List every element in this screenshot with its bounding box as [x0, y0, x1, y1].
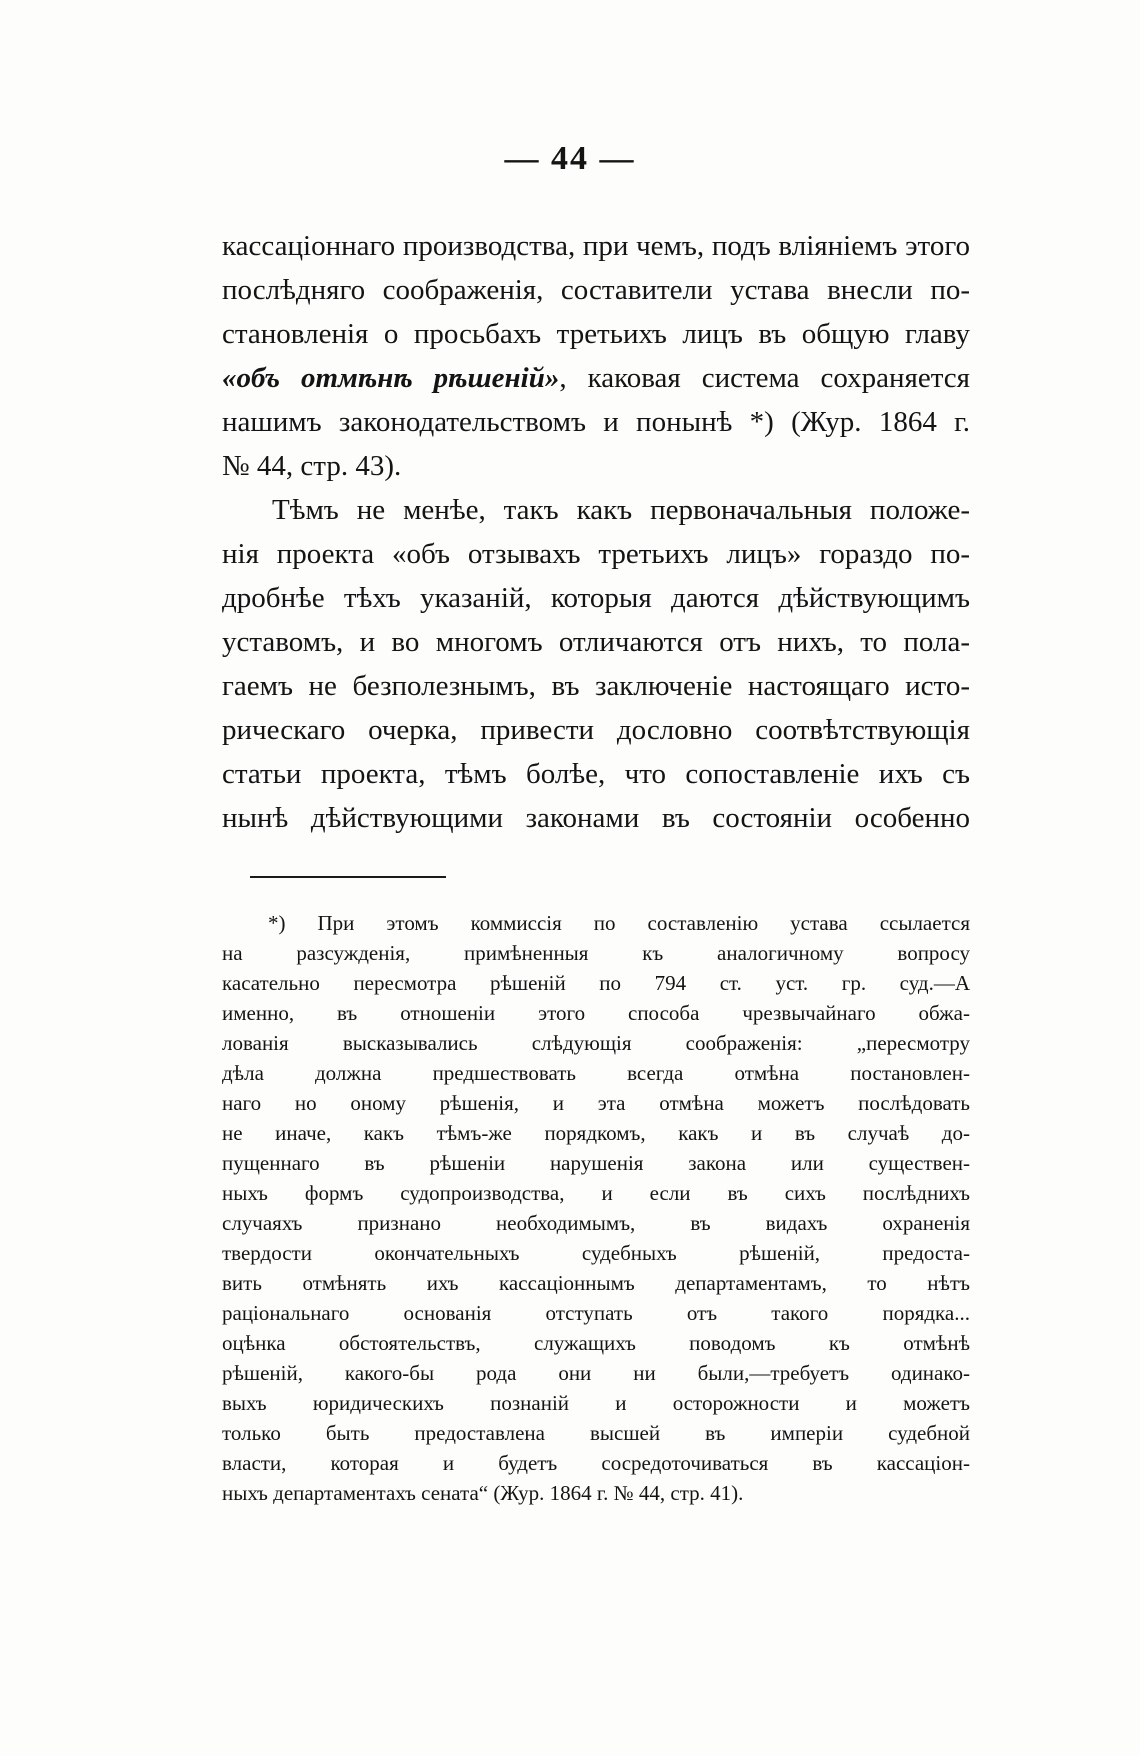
footnote-line: пущеннаго въ рѣшеніи нарушенія закона или существен-: [222, 1151, 970, 1175]
text-line: кассаціоннаго производства, при чемъ, подъ вліяніемъ этого: [222, 230, 970, 262]
text-line: Тѣмъ не менѣе, такъ какъ первоначальныя положе-: [272, 494, 970, 526]
text-line: дробнѣе тѣхъ указаній, которыя даются дѣйствующимъ: [222, 582, 970, 614]
text-line: рическаго очерка, привести дословно соотвѣтствующія: [222, 714, 970, 746]
footnote-line: на разсужденія, примѣненныя къ аналогичному вопросу: [222, 941, 970, 965]
footnote-line: раціональнаго основанія отступать отъ такого порядка...: [222, 1301, 970, 1325]
footnote-line: лованія высказывались слѣдующія соображенія: „пересмотру: [222, 1031, 970, 1055]
text-line: № 44, стр. 43).: [222, 450, 402, 482]
footnote-line: выхъ юридическихъ познаній и осторожности и можетъ: [222, 1391, 970, 1415]
text-line: послѣдняго соображенія, составители устава внесли по-: [222, 274, 970, 306]
text-line-rest: , каковая система сохраняется: [559, 362, 970, 394]
text-line: уставомъ, и во многомъ отличаются отъ нихъ, то пола-: [222, 626, 970, 658]
footnote-line: твердости окончательныхъ судебныхъ рѣшеній, предоста-: [222, 1241, 970, 1265]
footnote-line: ныхъ департаментахъ сената“ (Жур. 1864 г. № 44, стр. 41).: [222, 1481, 744, 1505]
footnote-line: только быть предоставлена высшей въ имперіи судебной: [222, 1421, 970, 1445]
footnote-line: вить отмѣнять ихъ кассаціоннымъ департаментамъ, то нѣтъ: [222, 1271, 970, 1295]
text-line: гаемъ не безполезнымъ, въ заключеніе настоящаго исто-: [222, 670, 970, 702]
footnote-line: дѣла должна предшествовать всегда отмѣна постановлен-: [222, 1061, 970, 1085]
text-line: [222, 356, 970, 400]
page-number: — 44 —: [504, 140, 636, 177]
chapter-title-emphasis: «объ отмѣнѣ рѣшеній»: [222, 362, 560, 394]
main-text: [222, 224, 970, 840]
text-line: нашимъ законодательствомъ и понынѣ *) (Жур. 1864 г.: [222, 406, 970, 438]
text-line: нія проекта «объ отзывахъ третьихъ лицъ» гораздо по-: [222, 538, 970, 570]
text-line: статьи проекта, тѣмъ болѣе, что сопоставленіе ихъ съ: [222, 758, 970, 790]
footnote-line: касательно пересмотра рѣшеній по 794 ст. уст. гр. суд.—А: [222, 971, 970, 995]
footnote-line: *) При этомъ коммиссія по составленію устава ссылается: [268, 911, 970, 935]
footnote-line: наго но оному рѣшенія, и эта отмѣна можетъ послѣдовать: [222, 1091, 970, 1115]
text-line: нынѣ дѣйствующими законами въ состояніи особенно: [222, 802, 970, 834]
footnote-line: власти, которая и будетъ сосредоточиваться въ кассаціон-: [222, 1451, 970, 1475]
paragraph-2: [222, 488, 970, 840]
footnote-line: рѣшеній, какого-бы рода они ни были,—требуетъ одинако-: [222, 1361, 970, 1385]
footnote-rule: [250, 876, 446, 878]
text-line: становленія о просьбахъ третьихъ лицъ въ общую главу: [222, 318, 970, 350]
footnote-line: оцѣнка обстоятельствъ, служащихъ поводомъ къ отмѣнѣ: [222, 1331, 970, 1355]
paragraph-1: [222, 224, 970, 488]
footnote: [222, 908, 970, 1508]
footnote-line: случаяхъ признано необходимымъ, въ видахъ охраненія: [222, 1211, 970, 1235]
footnote-line: ныхъ формъ судопроизводства, и если въ сихъ послѣднихъ: [222, 1181, 970, 1205]
footnote-line: не иначе, какъ тѣмъ-же порядкомъ, какъ и въ случаѣ до-: [222, 1121, 970, 1145]
footnote-line: именно, въ отношеніи этого способа чрезвычайнаго обжа-: [222, 1001, 970, 1025]
